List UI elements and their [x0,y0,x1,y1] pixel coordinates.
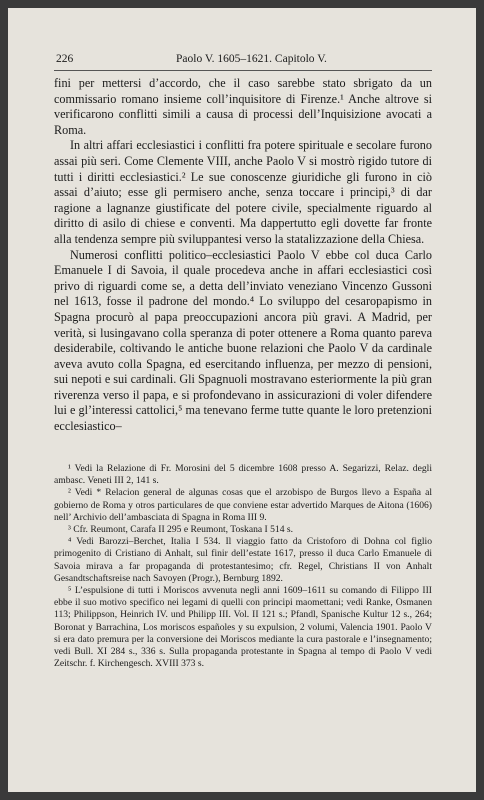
header-rule [54,70,432,71]
page-number: 226 [56,53,74,65]
book-page [8,8,476,792]
footnote: ⁴ Vedi Barozzi–Berchet, Italia I 534. Il viaggio fatto da Cristoforo di Dohna col figlio primogenito di Cristiano di Anhalt, sul finir dell’estate 1617, presso il duca Carlo Emanuele di Savoia mirava a far propaganda di protestantesimo; cfr. Regel, Christians II von Anhalt Gesandtschaftsreise nach Savoyen (Progr.), Bernburg 1892. [54,536,432,584]
footnote: ² Vedi * Relacion general de algunas cosas que el arzobispo de Burgos llevo a España al gobierno de Roma y otros particulares de que conviene estar advertido Marques de Aitona (1606) nell’ Archivio dell’ambasciata di Spagna in Roma III 9. [54,487,432,523]
footnote: ⁵ L’espulsione di tutti i Moriscos avvenuta negli anni 1609–1611 su comando di Filippo III ebbe il suo motivo specifico nei legami di quelli con principi maomettani; vedi Ranke, Osmanen 113; Philippson, Heinrich IV. und Philipp III. Vol. II 121 s.; Pfandl, Spanische Kultur 12 s., 264; Boronat y Barrachina, Los moriscos españoles y su expulsion, 2 volumi, Valencia 1901. Paolo V si era dato premura per la conversione dei Moriscos mediante la cura pastorale e l’insegnamento; vedi Bull. XI 284 s., 336 s. Sulla propaganda protestante in Spagna al tempo di Paolo V vedi Zeitschr. f. Kirchengesch. XVIII 373 s. [54,585,432,670]
footnote: ³ Cfr. Reumont, Carafa II 295 e Reumont, Toskana I 514 s. [68,524,294,536]
paragraph: In altri affari ecclesiastici i conflitti fra potere spirituale e secolare furono assai più seri. Come Clemente VIII, anche Paolo V si mostrò rigido tutore di tutti i diritti ecclesiastici.² Le sue conoscenze giuridiche gli furono in ciò assai d’aiuto; esse gli permisero anche, senza toccare i principi,³ di dar ragione a lagnanze giustificate del potere civile, specialmente riguardo al diritto di asilo di chiese e conventi. Ma dappertutto egli dovette far fronte alla tendenza sempre più sviluppantesi verso la statalizzazione della Chiesa. [54,138,432,246]
footnote: ¹ Vedi la Relazione di Fr. Morosini del 5 dicembre 1608 presso A. Segarizzi, Relaz. degli ambasc. Veneti III 2, 141 s. [54,463,432,487]
running-title: Paolo V. 1605–1621. Capitolo V. [176,53,327,65]
page-header [56,53,432,65]
paragraph: fini per mettersi d’accordo, che il caso sarebbe stato sbrigato da un commissario romano insieme coll’inquisitore di Firenze.¹ Anche altrove si verificarono conflitti simili a causa di processi dell’Inquisizione avocati a Roma. [54,76,432,137]
main-text [54,76,432,435]
footnotes [54,463,432,670]
paragraph: Numerosi conflitti politico–ecclesiastici Paolo V ebbe col duca Carlo Emanuele I di Savoia, il quale procedeva anche in affari ecclesiastici così privo di riguardi come se, a detta dell’inviato veneziano Vincenzo Gussoni nel 1613, fosse il padrone del mondo.⁴ Lo sviluppo del cesaropapismo in Spagna procurò al papa preoccupazioni ancora più gravi. A Madrid, per verità, si lusingavano colla speranza di poter ottenere a Roma quanto pareva desiderabile, coltivando le antiche buone relazioni che Paolo V da cardinale aveva avuto colla Spagna, ed esercitando influenza, per mezzo di pensioni, sui nepoti e sui cardinali. Gli Spagnuoli mostravano esteriormente la più gran riverenza verso il papa, e si profondevano in assicurazioni di voler difendere lui e gl’interessi cattolici,⁵ ma tenevano ferme tutte quante le loro pretenzioni ecclesiastico– [54,247,432,434]
